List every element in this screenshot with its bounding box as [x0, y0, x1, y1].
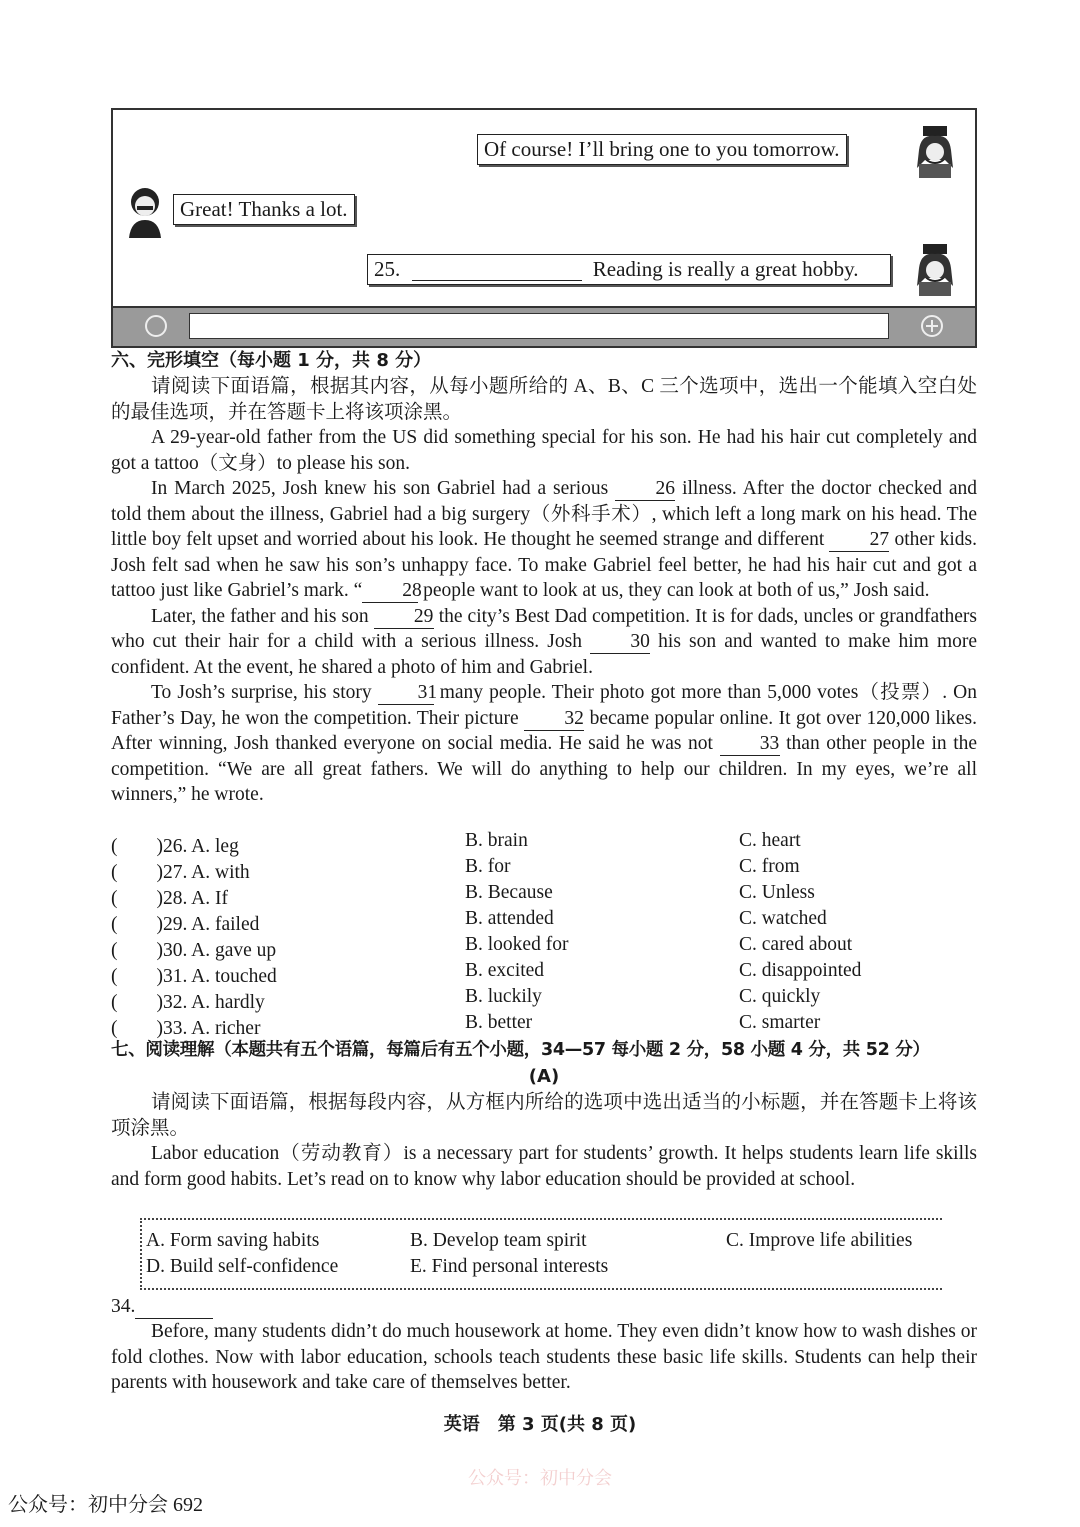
section-6-instruction: 请阅读下面语篇，根据其内容，从每小题所给的 A、B、C 三个选项中，选出一个能填入空白处的最佳选项，并在答题卡上将该项涂黑。 [111, 376, 977, 423]
passage-paragraph-2 [111, 476, 977, 604]
text-run: In March 2025, Josh knew his son Gabriel had a serious [151, 478, 609, 499]
option-row-32 [111, 986, 977, 1011]
girl-avatar-icon [905, 124, 965, 180]
option-a: ( )26. A. leg [111, 836, 239, 857]
option-a: ( )31. A. touched [111, 966, 277, 987]
question-34 [111, 1294, 977, 1320]
option-row-30 [111, 934, 977, 959]
option-c: C. from [739, 856, 800, 877]
option-a: ( )33. A. richer [111, 1018, 261, 1039]
intro-paragraph: Labor education（劳动教育）is a necessary part for students’ growth. It helps students learn life skills and form good habits. Let’s read on to know why labor education should be provided at school. [111, 1143, 977, 1190]
option-row-26 [111, 830, 977, 855]
option-c: C. disappointed [739, 960, 862, 981]
option-b: B. for [465, 856, 511, 877]
paragraph-34: Before, many students didn’t do much housework at home. They even didn’t know how to wash dishes or fold clothes. Now with labor education, schools teach students these basic life skills. Students can help their parents with housework and take care of themselves better. [111, 1321, 977, 1393]
passage-paragraph-4 [111, 680, 977, 808]
dialog-bubble-2: Great! Thanks a lot. [173, 194, 355, 225]
text-run: became popular online. It got over 120,000 likes. After winning, Josh thanked everyone on social media. He said he was not [111, 707, 977, 754]
text-run: the city’s Best Dad competition. It is for dads, uncles or grandfathers who cut their hair for a child with a serious illness. Josh [111, 605, 978, 652]
dialog-box [111, 108, 977, 348]
bubble-3-text: Reading is really a great hobby. [592, 257, 859, 281]
option-row-33 [111, 1012, 977, 1037]
passage-paragraph-3 [111, 604, 977, 681]
heading-option-b: B. Develop team spirit [410, 1230, 587, 1251]
section-7-instruction: 请阅读下面语篇，根据每段内容，从方框内所给的选项中选出适当的小标题，并在答题卡上将该项涂黑。 [111, 1092, 977, 1139]
option-a: ( )30. A. gave up [111, 940, 277, 961]
answer-blank-25 [412, 258, 582, 281]
text-run: his son and wanted to make him more confident. At the event, he shared a photo of him and Gabriel. [111, 631, 978, 678]
heading-option-d: D. Build self-confidence [146, 1256, 339, 1277]
option-c: C. heart [739, 830, 801, 851]
blank-32: 32 [524, 708, 584, 731]
option-c: C. Unless [739, 882, 815, 903]
page-number: 英语 第 3 页(共 8 页) [443, 1414, 637, 1435]
option-b: B. attended [465, 908, 554, 929]
blank-33: 33 [720, 733, 780, 756]
option-c: C. cared about [739, 934, 853, 955]
text-run: many people. Their photo got more than 5,000 votes（投票）. On Father’s Day, he won the competition. Their picture [111, 682, 977, 729]
heading-option-c: C. Improve life abilities [726, 1230, 913, 1251]
option-b: B. luckily [465, 986, 542, 1007]
dialog-bubble-1: Of course! I’ll bring one to you tomorrow. [477, 134, 847, 165]
answer-blank-34 [135, 1296, 213, 1319]
heading-option-e: E. Find personal interests [410, 1256, 609, 1277]
chat-input-bar [113, 306, 975, 346]
option-row-29 [111, 908, 977, 933]
blank-28: 28 [362, 580, 418, 603]
option-b: B. brain [465, 830, 528, 851]
blank-29: 29 [374, 606, 434, 629]
text-run: illness. After the doctor checked and told them about the illness, Gabriel had a big surgery（外科手术）, which left a long mark on his head. The little boy felt upset and worried about his look. He thought he seemed strange and different [111, 478, 978, 550]
section-6-body [111, 374, 977, 808]
text-run: people want to look at us, they can look at both of us,” Josh said. [423, 580, 930, 601]
watermark: 公众号：初中分会 [468, 1468, 612, 1488]
heading-options-box [140, 1218, 942, 1290]
option-a: ( )32. A. hardly [111, 992, 265, 1013]
option-row-28 [111, 882, 977, 907]
option-row-27 [111, 856, 977, 881]
blank-31: 31 [378, 682, 434, 705]
option-b: B. Because [465, 882, 553, 903]
dialog-bubble-3 [367, 254, 891, 285]
heading-option-a: A. Form saving habits [146, 1230, 320, 1251]
option-row-31 [111, 960, 977, 985]
boy-avatar-icon [123, 184, 167, 238]
passage-label: (A) [528, 1066, 560, 1087]
section-7-paragraph [111, 1319, 977, 1396]
blank-30: 30 [590, 631, 650, 654]
girl-avatar-icon [905, 242, 965, 298]
option-a: ( )27. A. with [111, 862, 250, 883]
text-run: Later, the father and his son [151, 605, 369, 627]
option-b: B. better [465, 1012, 533, 1033]
question-number: 34. [111, 1296, 136, 1317]
voice-icon [145, 315, 167, 337]
source-credit: 公众号：初中分会 692 [8, 1494, 203, 1516]
passage-paragraph-1: A 29-year-old father from the US did something special for his son. He had his hair cut completely and got a tattoo（文身）to please his son. [111, 427, 977, 474]
option-a: ( )28. A. If [111, 888, 228, 909]
plus-icon [921, 315, 943, 337]
option-b: B. looked for [465, 934, 569, 955]
text-run: other kids. Josh felt sad when he saw his son’s unhappy face. To make Gabriel feel better, he had his hair cut and got a tattoo just like Gabriel’s mark. “ [111, 529, 978, 601]
text-run: To Josh’s surprise, his story [151, 682, 372, 703]
option-c: C. watched [739, 908, 827, 929]
section-7-title: 七、阅读理解（本题共有五个语篇，每篇后有五个小题，34—57 每小题 2 分，58 小题 4 分，共 52 分） [111, 1040, 930, 1060]
option-b: B. excited [465, 960, 545, 981]
section-7-body [111, 1090, 977, 1192]
option-c: C. quickly [739, 986, 821, 1007]
option-c: C. smarter [739, 1012, 821, 1033]
blank-27: 27 [829, 529, 889, 552]
question-number: 25. [374, 257, 401, 281]
chat-input-field [189, 313, 889, 339]
blank-26: 26 [615, 478, 675, 501]
option-a: ( )29. A. failed [111, 914, 260, 935]
section-6-title: 六、完形填空（每小题 1 分，共 8 分） [111, 350, 432, 371]
text-run: than other people in the competition. “We are all great fathers. We will do anything to help our children. In my eyes, we’re all winners,” he wrote. [111, 733, 978, 805]
